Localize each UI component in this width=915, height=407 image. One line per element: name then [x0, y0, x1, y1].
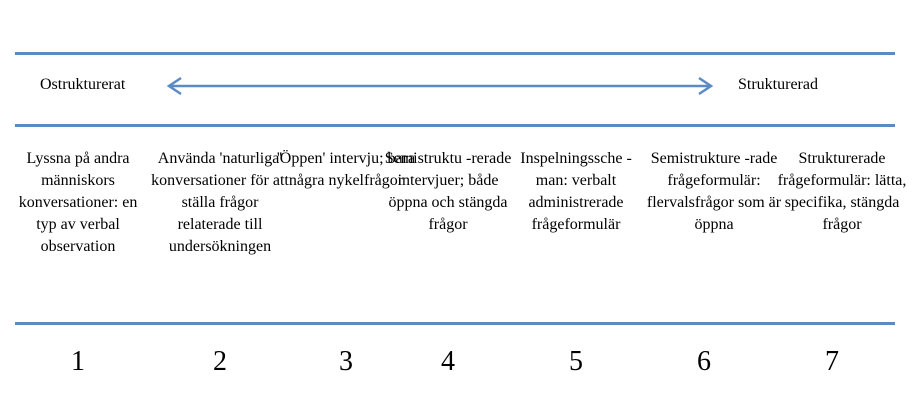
- column-4-number: 4: [441, 346, 455, 377]
- column-1-text: Lyssna på andra människors konversationer: en typ av verbal observation: [18, 150, 138, 255]
- top-rule: [15, 52, 895, 55]
- column-6-text: Semistrukture -rade frågeformulär: flervalsfrågor som är öppna: [646, 150, 782, 233]
- column-2-number: 2: [213, 346, 227, 377]
- unstructured-label: Ostrukturerat: [40, 76, 126, 93]
- column-5-number: 5: [569, 346, 583, 377]
- column-2-text: Använda 'naturliga' konversationer för att ställa frågor relaterade till undersökningen: [151, 150, 289, 255]
- column-3-text: 'Öppen' intervju; bara några nykelfrågor: [276, 150, 416, 189]
- column-1-number: 1: [71, 346, 85, 377]
- structured-label: Strukturerad: [738, 76, 818, 93]
- column-5-text: Inspelningssche -man: verbalt administrerade frågeformulär: [520, 150, 632, 233]
- column-7-number: 7: [825, 346, 839, 377]
- middle-rule: [15, 124, 895, 127]
- column-4-text: Semistruktu -rerade intervjuer; både öppna och stängda frågor: [384, 150, 512, 233]
- double-arrow-icon: [165, 76, 715, 96]
- column-7-text: Strukturerade frågeformulär: lätta, specifika, stängda frågor: [777, 150, 907, 233]
- bottom-rule: [15, 322, 895, 325]
- column-6-number: 6: [697, 346, 711, 377]
- column-3-number: 3: [339, 346, 353, 377]
